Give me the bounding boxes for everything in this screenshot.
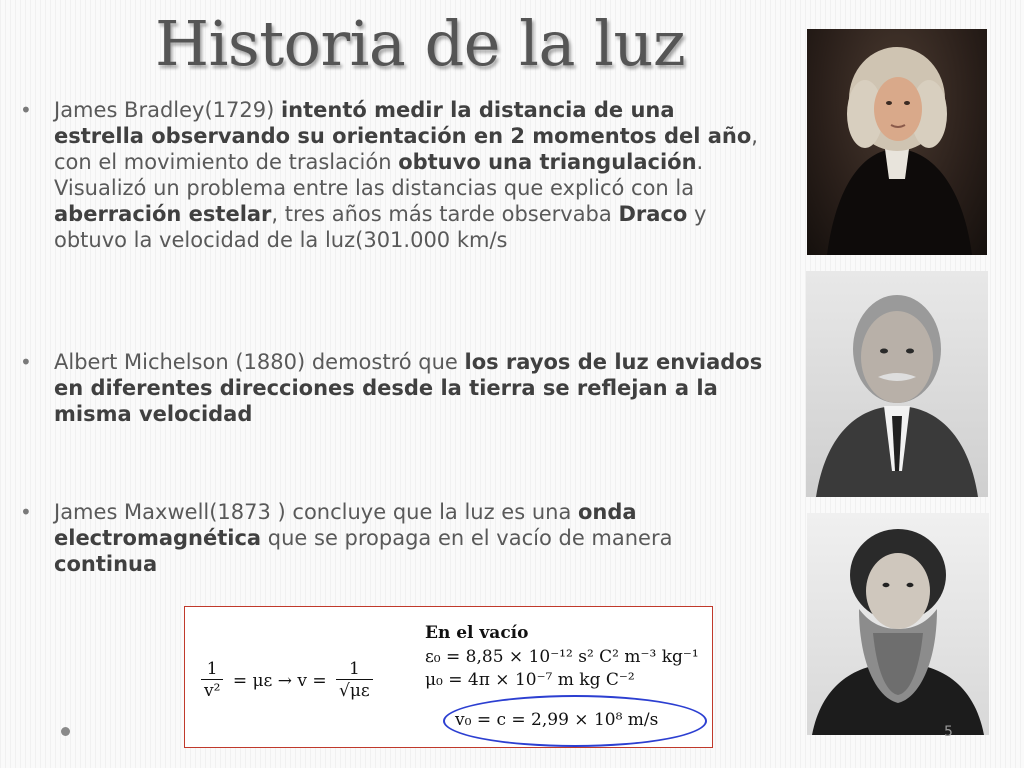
page-number: 5 — [944, 724, 953, 740]
fraction-left — [201, 659, 223, 702]
bullet-bold-text: intentó medir la distancia de una estrella observando su orientación en 2 momentos del año — [54, 98, 752, 148]
portrait-maxwell-drawing — [807, 513, 989, 735]
bullet-dot-icon: • — [20, 98, 32, 122]
bullet-text: , tres años más tarde observaba — [271, 202, 619, 226]
bullet-bradley — [20, 97, 764, 253]
portrait-michelson-drawing — [806, 271, 988, 497]
bullet-text: James Bradley(1729) — [54, 98, 281, 122]
bullet-bold-text: continua — [54, 552, 158, 576]
fraction-right-numerator: 1 — [336, 659, 373, 680]
bullet-maxwell — [20, 499, 764, 577]
formula-box — [184, 606, 713, 748]
bullet-text: James Maxwell(1873 ) concluye que la luz es una — [54, 500, 578, 524]
speed-of-light-formula: v₀ = c = 2,99 × 10⁸ m/s — [455, 710, 659, 730]
bullet-bold-text: los rayos de luz enviados en diferentes direcciones desde la tierra se reflejan a la misma velocidad — [54, 350, 763, 426]
bullet-text: . Visualizó un problema entre las distancias que explicó con la — [54, 150, 704, 200]
bullet-bold-text: onda electromagnética — [54, 500, 637, 550]
bullet-dot-icon: • — [20, 500, 32, 524]
permeability-formula: μ₀ = 4π × 10⁻⁷ m kg C⁻² — [425, 670, 635, 690]
fraction-right-denominator: √με — [339, 681, 370, 701]
formula-heading: En el vacío — [425, 623, 529, 643]
fraction-left-denominator: v² — [204, 681, 221, 701]
speed-derivation — [201, 659, 373, 702]
fraction-left-numerator: 1 — [201, 659, 223, 680]
portrait-michelson — [806, 271, 988, 497]
bullet-michelson — [20, 349, 764, 427]
bullet-bold-text: obtuvo una triangulación — [398, 150, 697, 174]
portrait-bradley-drawing — [807, 29, 987, 255]
portrait-bradley — [807, 29, 987, 255]
footer-dot-icon — [61, 727, 70, 736]
fraction-right — [336, 659, 373, 702]
bullet-bold-text: aberración estelar — [54, 202, 272, 226]
permittivity-formula: ε₀ = 8,85 × 10⁻¹² s² C² m⁻³ kg⁻¹ — [425, 647, 699, 667]
bullet-text: Albert Michelson (1880) demostró que — [54, 350, 465, 374]
bullet-text: , con el movimiento de traslación — [54, 124, 758, 174]
bullet-dot-icon: • — [20, 350, 32, 374]
bullet-text: y obtuvo la velocidad de la luz(301.000 km/s — [54, 202, 707, 252]
bullet-text: que se propaga en el vacío de manera — [261, 526, 673, 550]
bullet-bold-text: Draco — [618, 202, 688, 226]
derivation-middle: = με → v = — [232, 670, 327, 691]
portrait-maxwell — [807, 513, 989, 735]
slide-title: Historia de la luz — [155, 7, 686, 80]
